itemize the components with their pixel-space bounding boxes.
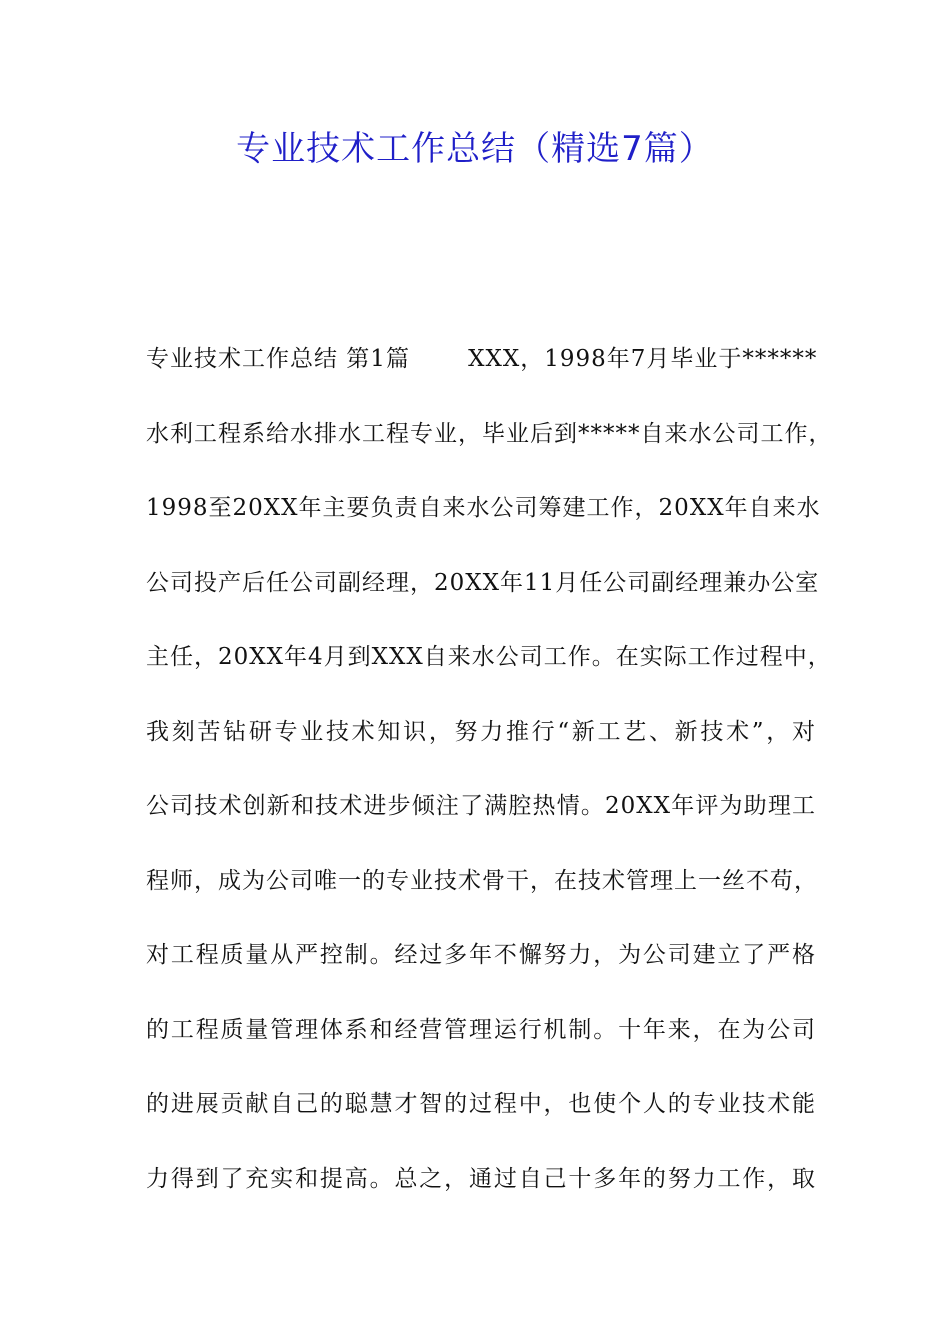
document-body — [146, 334, 833, 1228]
body-line: 水利工程系给水排水工程专业，毕业后到*****自来水公司工作， — [146, 420, 833, 447]
body-line: 力得到了充实和提高。总之，通过自己十多年的努力工作，取 — [146, 1165, 816, 1192]
body-line: 公司技术创新和技术进步倾注了满腔热情。20XX年评为助理工 — [146, 793, 816, 819]
body-line: 对工程质量从严控制。经过多年不懈努力，为公司建立了严格 — [146, 942, 816, 968]
body-line: 的工程质量管理体系和经营管理运行机制。十年来，在为公司 — [146, 1016, 816, 1043]
document-title: 专业技术工作总结（精选7篇） — [236, 129, 714, 169]
body-line: 专业技术工作总结 第1篇 XXX，1998年7月毕业于****** — [146, 346, 818, 372]
body-line: 我刻苦钻研专业技术知识，努力推行“新工艺、新技术”，对 — [146, 718, 816, 745]
body-line: 1998至20XX年主要负责自来水公司筹建工作，20XX年自来水 — [146, 495, 821, 521]
body-line: 公司投产后任公司副经理，20XX年11月任公司副经理兼办公室 — [146, 569, 820, 596]
body-line: 主任，20XX年4月到XXX自来水公司工作。在实际工作过程中， — [146, 644, 832, 670]
body-line: 的进展贡献自己的聪慧才智的过程中，也使个人的专业技术能 — [146, 1091, 816, 1117]
body-line: 程师，成为公司唯一的专业技术骨干，在技术管理上一丝不苟， — [146, 867, 818, 894]
